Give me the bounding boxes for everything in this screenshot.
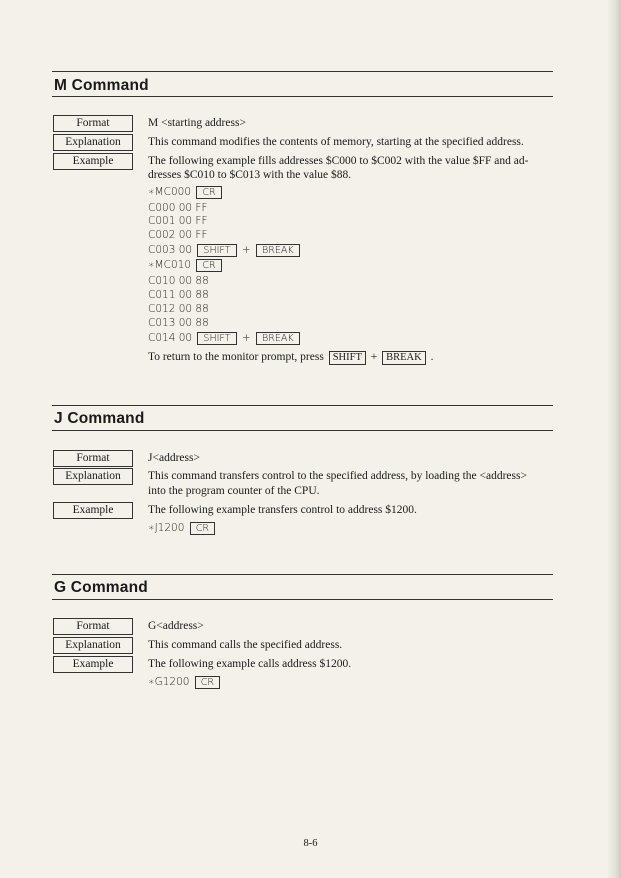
explanation-text-line2: into the program counter of the CPU. — [148, 485, 320, 497]
code-line: ∗MC000 CR — [148, 186, 224, 200]
cr-key: CR — [195, 676, 220, 689]
example-text: The following example transfers control to address $1200. — [148, 504, 417, 516]
explanation-text-line1: This command transfers control to the specified address, by loading the <address> — [148, 470, 527, 482]
code-line: C002 00 FF — [148, 229, 208, 241]
example-label: Example — [53, 656, 133, 673]
section-rule-top — [52, 574, 553, 575]
format-label: Format — [53, 618, 133, 635]
code-line: C010 00 88 — [148, 275, 209, 287]
cr-key: CR — [196, 259, 221, 272]
code-line: C003 00 SHIFT + BREAK — [148, 244, 302, 258]
code-line: C014 00 SHIFT + BREAK — [148, 332, 302, 346]
break-key: BREAK — [256, 244, 300, 257]
section-rule-bottom — [52, 96, 553, 97]
break-key: BREAK — [256, 332, 300, 345]
cr-key: CR — [196, 186, 221, 199]
explanation-text: This command calls the specified address. — [148, 639, 343, 651]
format-text: J<address> — [148, 452, 200, 464]
explanation-label: Explanation — [53, 468, 133, 485]
j-command-heading: J Command — [54, 410, 145, 427]
page-edge — [607, 0, 621, 878]
format-label: Format — [53, 115, 133, 132]
format-text: G<address> — [148, 620, 204, 632]
break-key: BREAK — [382, 351, 426, 365]
format-label: Format — [53, 450, 133, 467]
section-rule-bottom — [52, 599, 553, 600]
section-rule-top — [52, 71, 553, 72]
code-line: C013 00 88 — [148, 317, 209, 329]
code-line: C000 00 FF — [148, 202, 208, 214]
example-text: The following example calls address $1200. — [148, 658, 352, 670]
g-command-heading: G Command — [54, 579, 148, 596]
code-line: C011 00 88 — [148, 289, 209, 301]
explanation-label: Explanation — [53, 637, 133, 654]
shift-key: SHIFT — [197, 332, 236, 345]
cr-key: CR — [190, 522, 215, 535]
example-label: Example — [53, 153, 133, 170]
section-rule-top — [52, 405, 553, 406]
example-text-line2: dresses $C010 to $C013 with the value $88. — [148, 169, 352, 181]
code-line: C001 00 FF — [148, 215, 208, 227]
m-command-heading: M Command — [54, 77, 149, 94]
code-line: ∗G1200 CR — [148, 676, 222, 690]
example-text-line1: The following example fills addresses $C000 to $C002 with the value $FF and ad- — [148, 155, 529, 167]
explanation-text: This command modifies the contents of memory, starting at the specified address. — [148, 136, 524, 148]
code-line: C012 00 88 — [148, 303, 209, 315]
shift-key: SHIFT — [197, 244, 236, 257]
page-number: 8-6 — [303, 838, 318, 849]
shift-key: SHIFT — [329, 351, 366, 365]
example-label: Example — [53, 502, 133, 519]
section-rule-bottom — [52, 430, 553, 431]
code-line: ∗J1200 CR — [148, 522, 217, 536]
return-instruction: To return to the monitor prompt, press SHIFT + BREAK . — [148, 351, 434, 363]
explanation-label: Explanation — [53, 134, 133, 151]
code-line: ∗MC010 CR — [148, 259, 224, 273]
format-text: M <starting address> — [148, 117, 246, 129]
